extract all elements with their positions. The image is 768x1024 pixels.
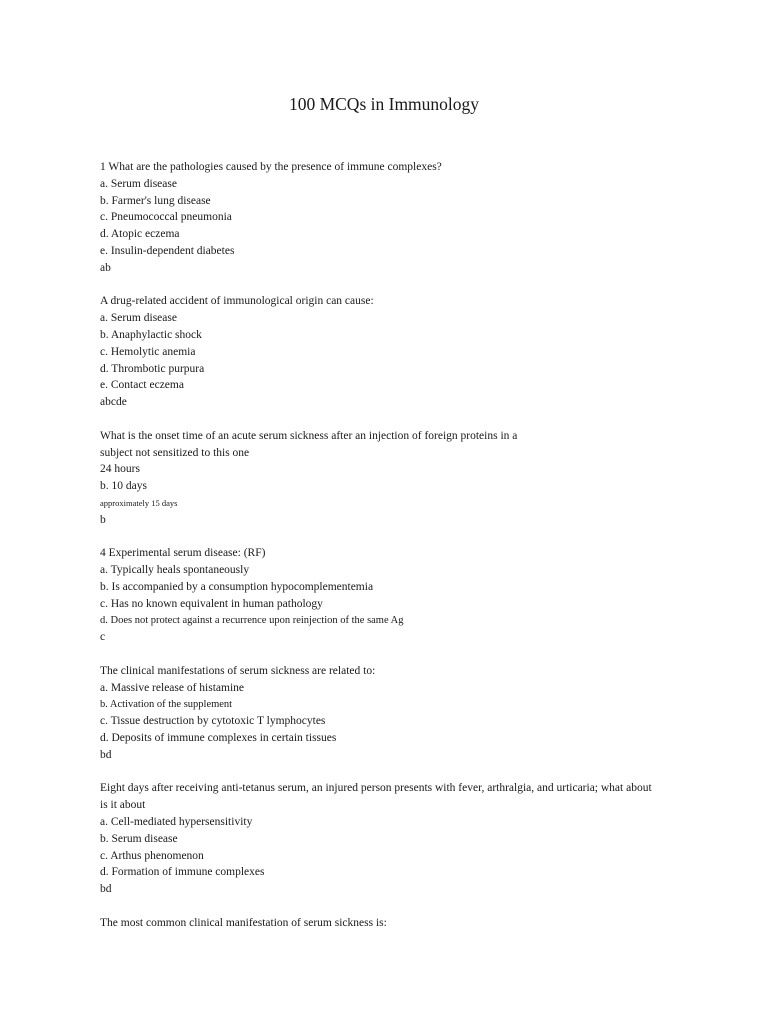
page-title: 100 MCQs in Immunology bbox=[288, 94, 480, 114]
question-stem: Eight days after receiving anti-tetanus serum, an injured person presents with fever, arthralgia, and urticaria; what about bbox=[100, 782, 652, 795]
answer: b bbox=[100, 513, 106, 526]
question-block bbox=[100, 545, 660, 646]
option: b. Activation of the supplement bbox=[100, 698, 233, 710]
answer: abcde bbox=[100, 396, 127, 409]
option: d. Deposits of immune complexes in certain tissues bbox=[100, 732, 337, 745]
question-block bbox=[100, 663, 660, 764]
option: a. Typically heals spontaneously bbox=[100, 564, 250, 577]
option: d. Formation of immune complexes bbox=[100, 866, 265, 879]
question-stem: The clinical manifestations of serum sickness are related to: bbox=[100, 664, 376, 677]
answer: c bbox=[100, 631, 106, 644]
question-stem: A drug-related accident of immunological origin can cause: bbox=[100, 295, 374, 308]
question-block bbox=[100, 780, 660, 898]
answer: bd bbox=[100, 748, 112, 761]
option: c. Arthus phenomenon bbox=[100, 849, 204, 862]
option: b. Farmer's lung disease bbox=[100, 194, 211, 207]
question-list bbox=[100, 159, 660, 948]
option: c. Has no known equivalent in human pathology bbox=[100, 597, 323, 610]
option: e. Contact eczema bbox=[100, 379, 184, 392]
option: c. Tissue destruction by cytotoxic T lymphocytes bbox=[100, 715, 326, 728]
option: b. Anaphylactic shock bbox=[100, 328, 202, 341]
option: a. Cell-mediated hypersensitivity bbox=[100, 816, 253, 829]
question-stem: The most common clinical manifestation of serum sickness is: bbox=[100, 916, 387, 929]
question-stem: is it about bbox=[100, 799, 146, 812]
question-block bbox=[100, 159, 660, 277]
question-stem: 1 What are the pathologies caused by the presence of immune complexes? bbox=[100, 161, 442, 173]
option: a. Serum disease bbox=[100, 177, 177, 190]
option: e. Insulin-dependent diabetes bbox=[100, 244, 235, 257]
option: b. 10 days bbox=[100, 480, 147, 493]
question-stem: subject not sensitized to this one bbox=[100, 446, 250, 459]
option: d. Does not protect against a recurrence upon reinjection of the same Ag bbox=[100, 614, 404, 626]
option: b. Is accompanied by a consumption hypocomplementemia bbox=[100, 580, 374, 593]
option: 24 hours bbox=[100, 463, 140, 476]
option: b. Serum disease bbox=[100, 832, 178, 845]
question-stem: 4 Experimental serum disease: (RF) bbox=[100, 547, 266, 560]
question-block bbox=[100, 293, 660, 411]
option: a. Serum disease bbox=[100, 312, 177, 325]
question-block bbox=[100, 428, 660, 529]
answer: bd bbox=[100, 883, 112, 896]
question-block bbox=[100, 915, 660, 932]
option: c. Pneumococcal pneumonia bbox=[100, 211, 232, 224]
option: d. Atopic eczema bbox=[100, 228, 180, 241]
answer: ab bbox=[100, 261, 111, 274]
option: a. Massive release of histamine bbox=[100, 681, 245, 694]
option: approximately 15 days bbox=[100, 497, 178, 508]
question-stem: What is the onset time of an acute serum sickness after an injection of foreign proteins in a bbox=[100, 429, 518, 442]
option: c. Hemolytic anemia bbox=[100, 345, 196, 358]
option: d. Thrombotic purpura bbox=[100, 362, 205, 375]
